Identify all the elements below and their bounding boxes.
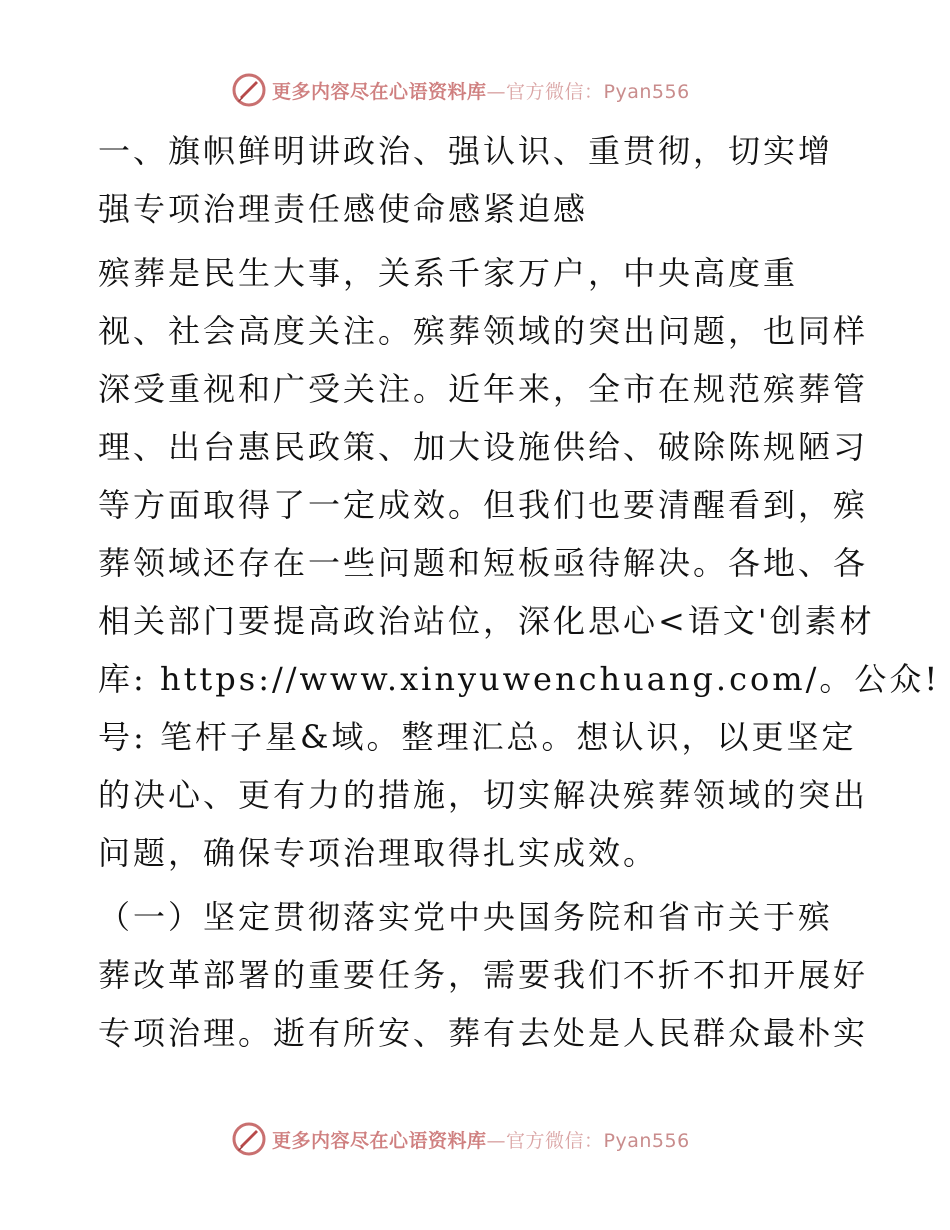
paragraph-line: 视、社会高度关注。殡葬领域的突出问题，也同样: [98, 312, 869, 350]
paragraph-line: 理、出台惠民政策、加大设施供给、破除陈规陋习: [98, 428, 869, 466]
watermark-head: 更多内容尽在心语资料库: [272, 80, 487, 103]
paragraph: [98, 888, 869, 1062]
document-body: [98, 122, 941, 1062]
paragraph-line: 相关部门要提高政治站位，深化思心<语文'创素材: [98, 602, 875, 640]
header-watermark: [232, 72, 690, 108]
section-heading: [98, 122, 858, 238]
watermark-head: 更多内容尽在心语资料库: [272, 1129, 487, 1152]
quill-logo-icon: [232, 73, 266, 107]
paragraph-line: 号: 笔杆子星&域。整理汇总。想认识，以更坚定: [98, 718, 857, 756]
watermark-separator: —官方微信：: [486, 80, 604, 103]
paragraph-line: 问题，确保专项治理取得扎实成效。: [98, 834, 659, 872]
paragraph-line: 殡葬是民生大事，关系千家万户，中央高度重: [98, 254, 799, 292]
heading-line: 一、旗帜鲜明讲政治、强认识、重贯彻，切实增: [98, 132, 834, 170]
paragraph-line: 葬改革部署的重要任务，需要我们不折不扣开展好: [98, 956, 869, 994]
paragraph-line: 专项治理。逝有所安、葬有去处是人民群众最朴实: [98, 1014, 869, 1052]
watermark-text: [272, 77, 690, 104]
paragraph-line: 葬领域还存在一些问题和短板亟待解决。各地、各: [98, 544, 869, 582]
heading-line: 强专项治理责任感使命感紧迫感: [98, 190, 589, 228]
paragraph-line: 库: https://www.xinyuwenchuang.com/。公众!: [98, 660, 941, 698]
quill-logo-icon: [232, 1122, 266, 1156]
watermark-wechat-id: Pyan556: [603, 1129, 690, 1152]
paragraph-line: 深受重视和广受关注。近年来，全市在规范殡葬管: [98, 370, 869, 408]
watermark-wechat-id: Pyan556: [603, 80, 690, 103]
paragraph: [98, 244, 941, 882]
paragraph-line: 的决心、更有力的措施，切实解决殡葬领域的突出: [98, 776, 869, 814]
watermark-separator: —官方微信：: [486, 1129, 604, 1152]
paragraph-line: （一）坚定贯彻落实党中央国务院和省市关于殡: [98, 898, 834, 936]
watermark-text: [272, 1126, 690, 1153]
paragraph-line: 等方面取得了一定成效。但我们也要清醒看到，殡: [98, 486, 869, 524]
footer-watermark: [232, 1121, 690, 1157]
